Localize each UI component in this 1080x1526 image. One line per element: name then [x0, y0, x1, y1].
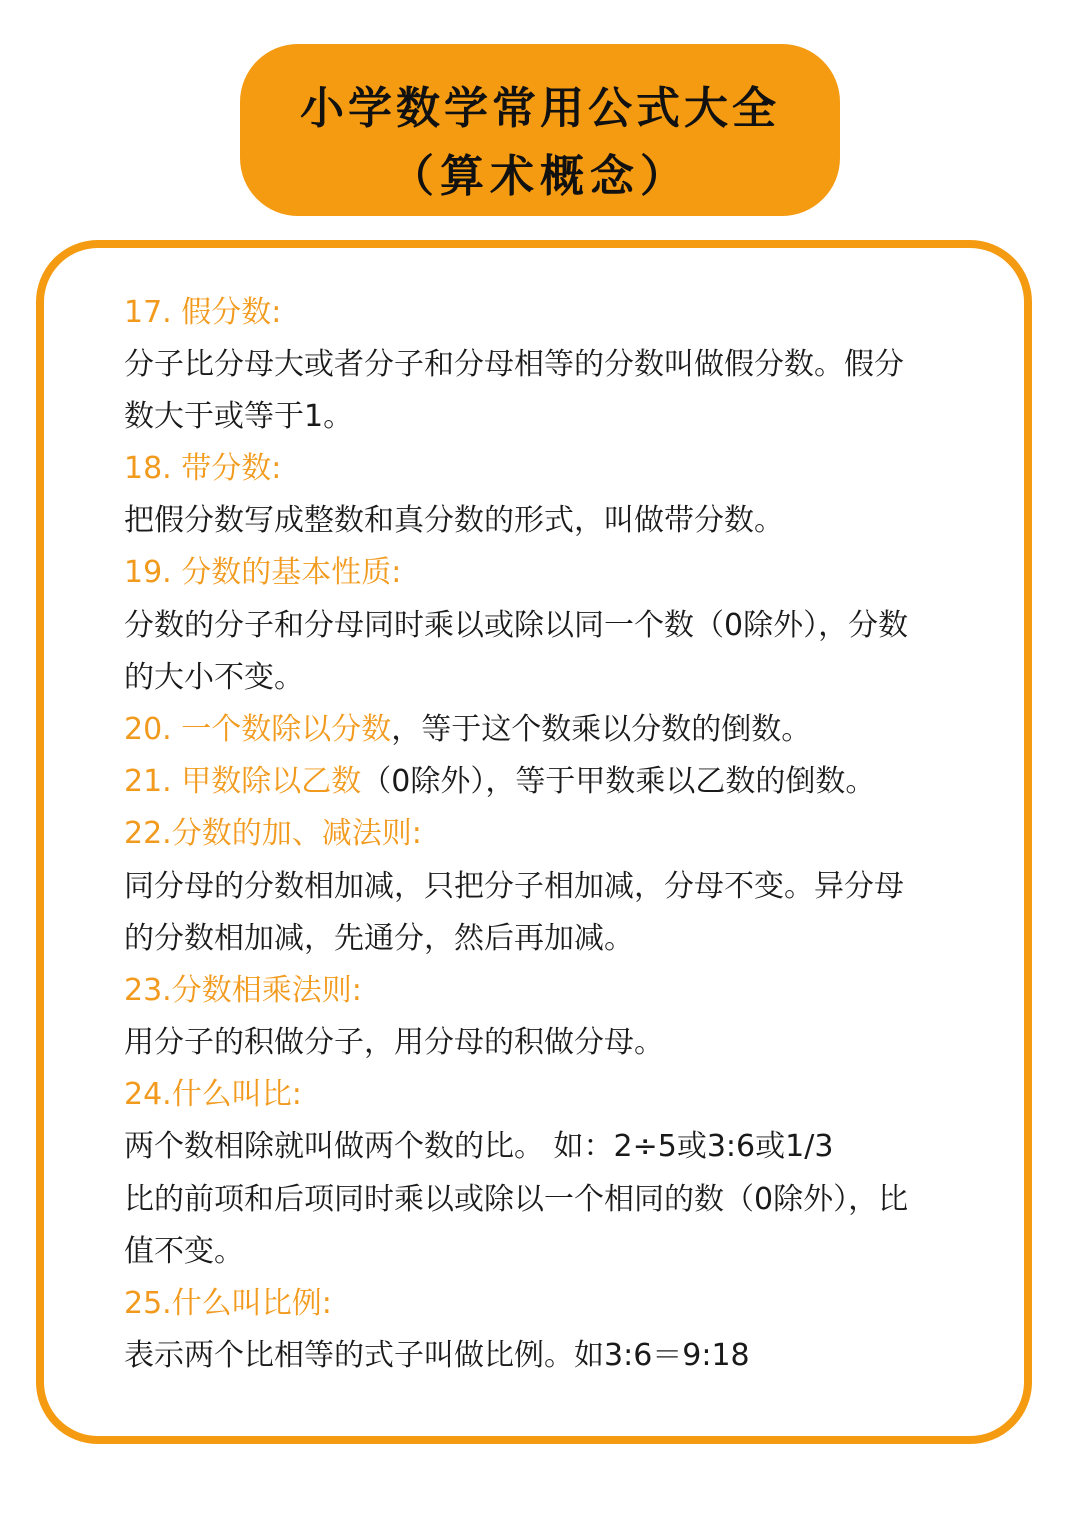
section-22-heading: 22.分数的加、减法则: [124, 816, 422, 851]
section-23-body-line-1: 用分子的积做分子，用分母的积做分母。 [124, 1025, 664, 1060]
section-17-body-line-1: 分子比分母大或者分子和分母相等的分数叫做假分数。假分 [124, 347, 904, 382]
section-24-body-line-1: 两个数相除就叫做两个数的比。 如：2÷5或3:6或1/3 [124, 1129, 834, 1164]
section-21-line [124, 762, 875, 802]
section-17-heading: 17. 假分数: [124, 295, 282, 330]
section-19-body-line-1: 分数的分子和分母同时乘以或除以同一个数（0除外），分数 [124, 608, 909, 643]
section-21-heading: 21. 甲数除以乙数 [124, 764, 362, 799]
page-title: 小学数学常用公式大全 [300, 83, 780, 134]
section-17-body-line-2: 数大于或等于1。 [124, 399, 354, 434]
section-24-body-line-3: 值不变。 [124, 1234, 244, 1269]
section-20-heading: 20. 一个数除以分数 [124, 712, 392, 747]
section-20-line [124, 710, 811, 750]
section-22-body-line-1: 同分母的分数相加减，只把分子相加减，分母不变。异分母 [124, 869, 904, 904]
section-19-heading: 19. 分数的基本性质: [124, 555, 402, 590]
page-subtitle: （算术概念） [390, 151, 690, 202]
section-21-body: （0除外），等于甲数乘以乙数的倒数。 [361, 764, 876, 799]
section-24-body-line-2: 比的前项和后项同时乘以或除以一个相同的数（0除外），比 [124, 1182, 909, 1217]
section-25-body-line-1: 表示两个比相等的式子叫做比例。如3:6＝9:18 [124, 1338, 750, 1373]
section-18-body-line-1: 把假分数写成整数和真分数的形式，叫做带分数。 [124, 503, 784, 538]
section-19-body-line-2: 的大小不变。 [124, 660, 304, 695]
section-20-body: ，等于这个数乘以分数的倒数。 [391, 712, 812, 747]
section-22-body-line-2: 的分数相加减，先通分，然后再加减。 [124, 921, 634, 956]
section-18-heading: 18. 带分数: [124, 451, 282, 486]
section-23-heading: 23.分数相乘法则: [124, 973, 362, 1008]
section-25-heading: 25.什么叫比例: [124, 1286, 332, 1321]
section-24-heading: 24.什么叫比: [124, 1077, 302, 1112]
